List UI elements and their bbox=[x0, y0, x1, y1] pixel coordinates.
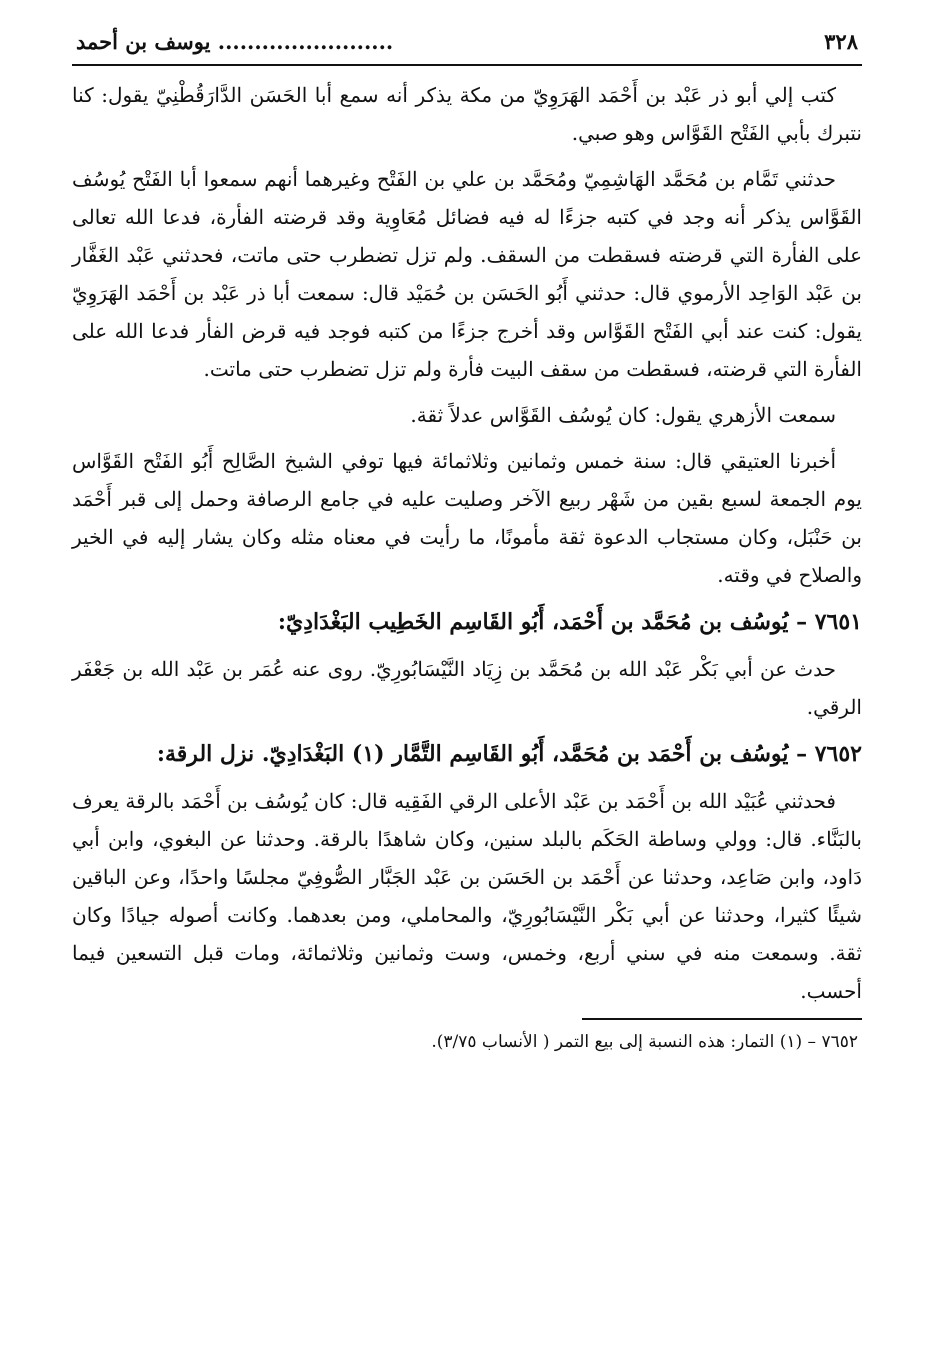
entry-text-7652: فحدثني عُبَيْد الله بن أَحْمَد بن عَبْد الأعلى الرقي الفَقِيه قال: كان يُوسُف بن أَحْمَد بالرقة يعرف بالبَنَّاء. قال: وولي وساطة الحَكَم بالبلد سنين، وكان شاهدًا بالرقة. وحدثنا عن البغوي، وابن أبي دَاود، وابن صَاعِد، وحدثنا عن أَحْمَد بن الحَسَن بن عَبْد الجَبَّار الصُّوفِيّ مجلسًا واحدًا، وعن الباقين شيئًا كثيرا، وحدثنا عن أبي بَكْر النَّيْسَابُورِيّ، والمحاملي، ومن بعدهما. وكانت أصوله جيادًا وكان ثقة. وسمعت منه في سني أربع، وخمس، وست وثمانين وثلاثمائة، ومات قبل التسعين فيما أحسب. bbox=[72, 789, 862, 1003]
page-number: ٣٢٨ bbox=[824, 29, 858, 54]
page-body bbox=[72, 76, 862, 1010]
entry-heading-7652: ٧٦٥٢ – يُوسُف بن أَحْمَد بن مُحَمَّد، أَبُو القَاسِم التَّمَّار (١) البَغْدَادِيّ. نزل الرقة: bbox=[156, 741, 862, 767]
footnote: ٧٦٥٢ – (١) التمار: هذه النسبة إلى بيع التمر ( الأنساب ٣/٧٥). bbox=[431, 1032, 858, 1052]
entry-text-7651: حدث عن أبي بَكْر عَبْد الله بن مُحَمَّد بن زِيَاد النَّيْسَابُورِيّ. روى عنه عُمَر بن عَبْد الله بن جَعْفَر الرقي. bbox=[72, 657, 862, 719]
paragraph: حدثني تَمَّام بن مُحَمَّد الهَاشِمِيّ ومُحَمَّد بن علي بن الفَتْح وغيرهما أنهم سمعوا أبا الفَتْح يُوسُف القَوَّاس يذكر أنه وجد في كتبه جزءًا له فيه فضائل مُعَاوِية وقد قرضته الفأرة، فدعا الله تعالى على الفأرة التي قرضته فسقطت من السقف. ولم تزل تضطرب حتى ماتت، فحدثني عَبْد الغَفَّار بن عَبْد الوَاحِد الأرموي قال: حدثني أَبُو الحَسَن بن حُمَيْد قال: سمعت أبا ذر عَبْد بن أَحْمَد الهَرَوِيّ يقول: كنت عند أبي الفَتْح القَوَّاس وقد أخرج جزءًا من كتبه فوجد فيه قرض الفأر فدعا الله على الفأرة التي قرضته، فسقطت من سقف البيت فأرة ولم تزل تضطرب حتى ماتت. bbox=[72, 167, 862, 381]
running-title: ........................ يوسف بن أحمد bbox=[76, 29, 394, 54]
paragraph: أخبرنا العتيقي قال: سنة خمس وثمانين وثلاثمائة فيها توفي الشيخ الصَّالِح أَبُو الفَتْح القَوَّاس يوم الجمعة لسبع بقين من شَهْر ربيع الآخر وصليت عليه في جامع الرصافة وحمل إلى قبر أَحْمَد بن حَنْبَل، وكان مستجاب الدعوة ثقة مأمونًا، ما رأيت في معناه مثله وكان يشار إليه في الخير والصلاح في وقته. bbox=[72, 449, 862, 587]
page-header bbox=[72, 20, 862, 66]
book-page bbox=[72, 20, 862, 1056]
footnote-divider bbox=[582, 1018, 862, 1020]
paragraph: سمعت الأزهري يقول: كان يُوسُف القَوَّاس عدلاً ثقة. bbox=[410, 403, 836, 427]
paragraph: كتب إلي أبو ذر عَبْد بن أَحْمَد الهَرَوِيّ من مكة يذكر أنه سمع أبا الحَسَن الدَّارَقُطْنِيّ يقول: كنا نتبرك بأبي الفَتْح القَوَّاس وهو صبي. bbox=[72, 83, 862, 145]
entry-heading-7651: ٧٦٥١ – يُوسُف بن مُحَمَّد بن أَحْمَد، أَبُو القَاسِم الخَطِيب البَغْدَادِيّ: bbox=[277, 609, 862, 635]
